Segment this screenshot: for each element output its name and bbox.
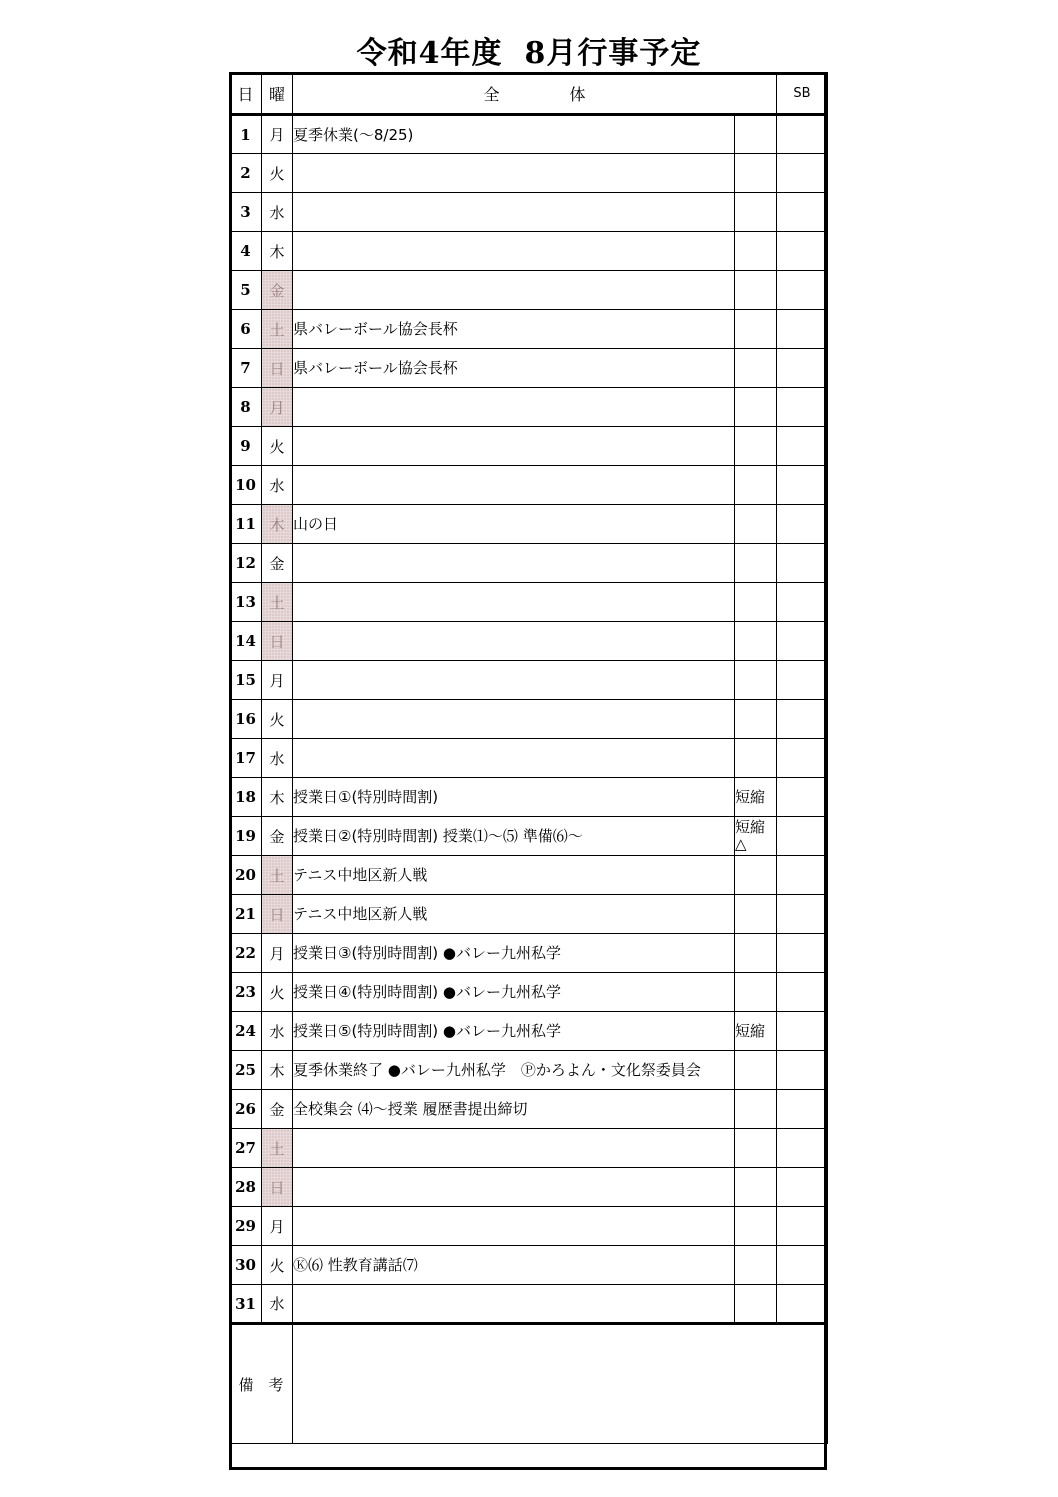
weekday-holiday: 日 [262, 1168, 293, 1207]
weekday-holiday: 日 [262, 349, 293, 388]
weekday: 火 [262, 1246, 293, 1285]
day-number: 26 [230, 1090, 262, 1129]
day-number: 6 [230, 310, 262, 349]
header-all-a: 全 [483, 84, 500, 104]
day-number: 28 [230, 1168, 262, 1207]
day-number: 3 [230, 193, 262, 232]
day-number: 4 [230, 232, 262, 271]
memo-cell: 短縮 [735, 1012, 777, 1051]
day-number: 22 [230, 934, 262, 973]
header-day: 日 [230, 73, 262, 115]
day-number: 14 [230, 622, 262, 661]
weekday: 木 [262, 1051, 293, 1090]
day-number: 20 [230, 856, 262, 895]
weekday-holiday: 土 [262, 856, 293, 895]
weekday-holiday: 日 [262, 895, 293, 934]
title-year: 令和4年度 [356, 36, 503, 71]
memo-cell: 短縮 △ [735, 817, 777, 856]
day-number: 12 [230, 544, 262, 583]
title-month: 8月行事予定 [524, 36, 702, 71]
weekday-holiday: 土 [262, 583, 293, 622]
event-cell: 授業日③(特別時間割) ●バレー九州私学 [293, 934, 735, 973]
day-number: 8 [230, 388, 262, 427]
weekday-holiday: 月 [262, 388, 293, 427]
day-number: 5 [230, 271, 262, 310]
weekday-holiday: 木 [262, 505, 293, 544]
day-number: 2 [230, 154, 262, 193]
event-cell: テニス中地区新人戦 [293, 895, 735, 934]
event-cell: 全校集会 ⑷〜授業 履歴書提出締切 [293, 1090, 735, 1129]
day-number: 23 [230, 973, 262, 1012]
weekday-holiday: 土 [262, 310, 293, 349]
day-number: 27 [230, 1129, 262, 1168]
weekday: 月 [262, 661, 293, 700]
day-number: 17 [230, 739, 262, 778]
weekday: 水 [262, 466, 293, 505]
event-cell: 夏季休業終了 ●バレー九州私学 Ⓟかろよん・文化祭委員会 [293, 1051, 735, 1090]
day-number: 29 [230, 1207, 262, 1246]
header-all-b: 体 [569, 84, 586, 104]
day-number: 21 [230, 895, 262, 934]
weekday: 水 [262, 193, 293, 232]
weekday: 月 [262, 934, 293, 973]
day-number: 9 [230, 427, 262, 466]
event-cell: 山の日 [293, 505, 735, 544]
memo-cell: 短縮 [735, 778, 777, 817]
day-number: 13 [230, 583, 262, 622]
event-cell: 授業日④(特別時間割) ●バレー九州私学 [293, 973, 735, 1012]
weekday-holiday: 土 [262, 1129, 293, 1168]
weekday: 月 [262, 115, 293, 154]
weekday: 月 [262, 1207, 293, 1246]
event-cell: 授業日①(特別時間割) [293, 778, 735, 817]
day-number: 11 [230, 505, 262, 544]
day-number: 31 [230, 1285, 262, 1324]
event-cell: 夏季休業(〜8/25) [293, 115, 735, 154]
day-number: 19 [230, 817, 262, 856]
day-number: 10 [230, 466, 262, 505]
header-dow: 曜 [262, 73, 293, 115]
weekday: 木 [262, 232, 293, 271]
day-number: 16 [230, 700, 262, 739]
weekday: 金 [262, 1090, 293, 1129]
weekday: 水 [262, 739, 293, 778]
weekday-holiday: 日 [262, 622, 293, 661]
weekday: 火 [262, 973, 293, 1012]
weekday-holiday: 金 [262, 271, 293, 310]
day-number: 15 [230, 661, 262, 700]
weekday: 木 [262, 778, 293, 817]
weekday: 火 [262, 427, 293, 466]
weekday: 水 [262, 1012, 293, 1051]
day-number: 1 [230, 115, 262, 154]
day-number: 18 [230, 778, 262, 817]
day-number: 30 [230, 1246, 262, 1285]
event-cell: 県バレーボール協会長杯 [293, 349, 735, 388]
header-sb: SB [777, 73, 828, 115]
weekday: 金 [262, 817, 293, 856]
weekday: 火 [262, 700, 293, 739]
page-title [0, 28, 1058, 72]
weekday: 水 [262, 1285, 293, 1324]
event-cell: 授業日②(特別時間割) 授業⑴〜⑸ 準備⑹〜 [293, 817, 735, 856]
weekday: 火 [262, 154, 293, 193]
day-number: 24 [230, 1012, 262, 1051]
event-cell: テニス中地区新人戦 [293, 856, 735, 895]
event-cell: 授業日⑤(特別時間割) ●バレー九州私学 [293, 1012, 735, 1051]
day-number: 25 [230, 1051, 262, 1090]
weekday: 金 [262, 544, 293, 583]
remarks-label: 備 考 [230, 1324, 293, 1444]
event-cell: 県バレーボール協会長杯 [293, 310, 735, 349]
event-cell: Ⓚ⑹ 性教育講話⑺ [293, 1246, 735, 1285]
day-number: 7 [230, 349, 262, 388]
table-frame [229, 72, 827, 1470]
